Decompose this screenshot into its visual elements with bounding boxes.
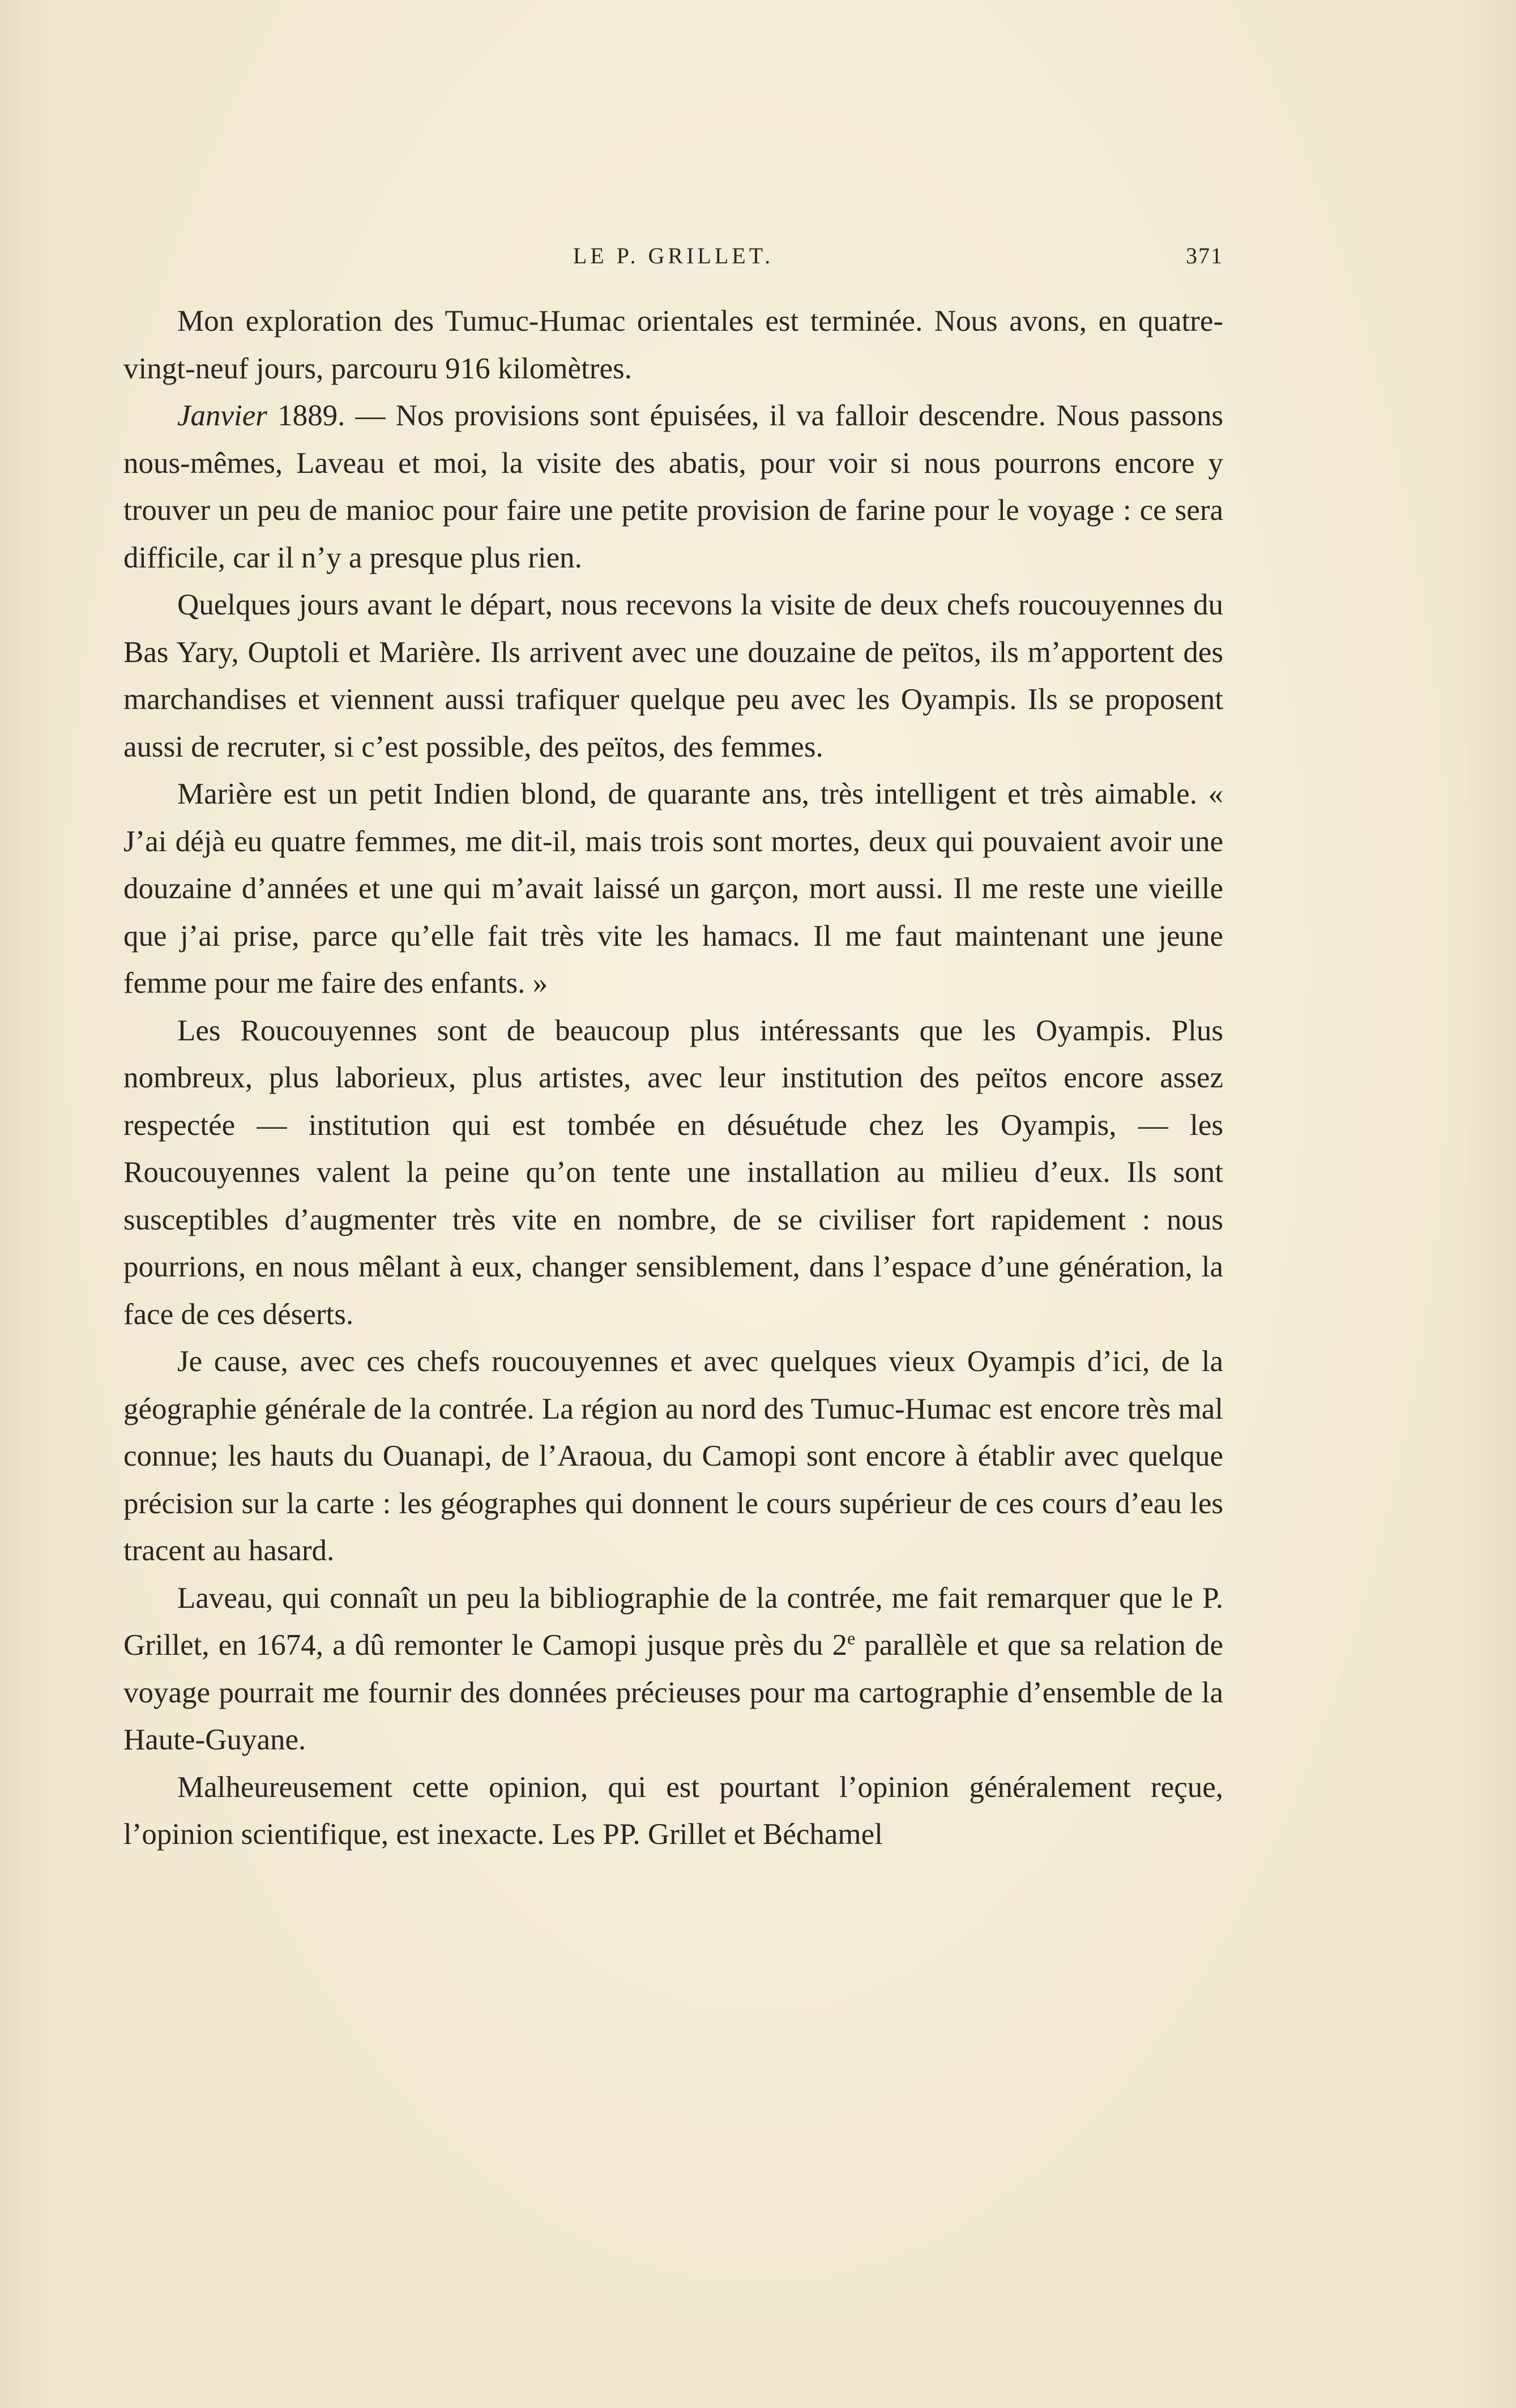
paragraph-2-text: 1889. — Nos provisions sont épuisées, il va falloir descendre. Nous passons nous-mêmes, Laveau et moi, la visite des abatis, pour voir si nous pourrons encore y trouver un peu de manioc pour faire une petite provision de farine pour le voyage : ce sera difficile, car il n’y a presque plus rien. — [123, 399, 1223, 574]
paragraph-7-text-b: parallèle et que sa relation de voyage pourrait me fournir des données précieuses pour ma cartographie d’ensemble de la Haute-Guyane. — [123, 1629, 1223, 1756]
body-text — [123, 298, 1223, 1859]
paragraph-5: Les Roucouyennes sont de beaucoup plus intéressants que les Oyampis. Plus nombreux, plus laborieux, plus artistes, avec leur institution des peïtos encore assez respectée — institution qui est tombée en désuétude chez les Oyampis, — les Roucouyennes valent la peine qu’on tente une installation au milieu d’eux. Ils sont susceptibles d’augmenter très vite en nombre, de se civiliser fort rapidement : nous pourrions, en nous mêlant à eux, changer sensiblement, dans l’espace d’une génération, la face de ces déserts. — [123, 1014, 1223, 1331]
paragraph-4: Marière est un petit Indien blond, de quarante ans, très intelligent et très aimable. « J’ai déjà eu quatre femmes, me dit-il, mais trois sont mortes, deux qui pouvaient avoir une douzaine d’années et une qui m’avait laissé un garçon, mort aussi. Il me reste une vieille que j’ai prise, parce qu’elle fait très vite les hamacs. Il me faut maintenant une jeune femme pour me faire des enfants. » — [123, 778, 1223, 1000]
paragraph-2 — [123, 392, 1223, 582]
paragraph-6: Je cause, avec ces chefs roucouyennes et avec quelques vieux Oyampis d’ici, de la géographie générale de la contrée. La région au nord des Tumuc-Humac est encore très mal connue; les hauts du Ouanapi, de l’Araoua, du Camopi sont encore à établir avec quelque précision sur la carte : les géographes qui donnent le cours supérieur de ces cours d’eau les tracent au hasard. — [123, 1345, 1223, 1567]
paragraph-7-text-a: Laveau, qui connaît un peu la bibliographie de la contrée, me fait remarquer que le P. Grillet, en 1674, a dû remonter le Camopi jusque près du 2 — [123, 1581, 1223, 1662]
paragraph-8: Malheureusement cette opinion, qui est pourtant l’opinion généralement reçue, l’opinion scientifique, est inexacte. Les PP. Grillet et Béchamel — [123, 1770, 1223, 1851]
paragraph-3: Quelques jours avant le départ, nous recevons la visite de deux chefs roucouyennes du Bas Yary, Ouptoli et Marière. Ils arrivent avec une douzaine de peïtos, ils m’apportent des marchandises et viennent aussi trafiquer quelque peu avec les Oyampis. Ils se proposent aussi de recruter, si c’est possible, des peïtos, des femmes. — [123, 588, 1223, 763]
date-italic: Janvier — [177, 399, 267, 432]
superscript-e: e — [847, 1628, 856, 1649]
paragraph-7 — [123, 1575, 1223, 1764]
page-number: 371 — [1186, 243, 1223, 268]
paragraph-1: Mon exploration des Tumuc-Humac orientales est terminée. Nous avons, en quatre-vingt-neuf jours, parcouru 916 kilomètres. — [123, 305, 1223, 385]
page-header — [123, 242, 1223, 276]
running-head: LE P. GRILLET. — [573, 243, 774, 268]
